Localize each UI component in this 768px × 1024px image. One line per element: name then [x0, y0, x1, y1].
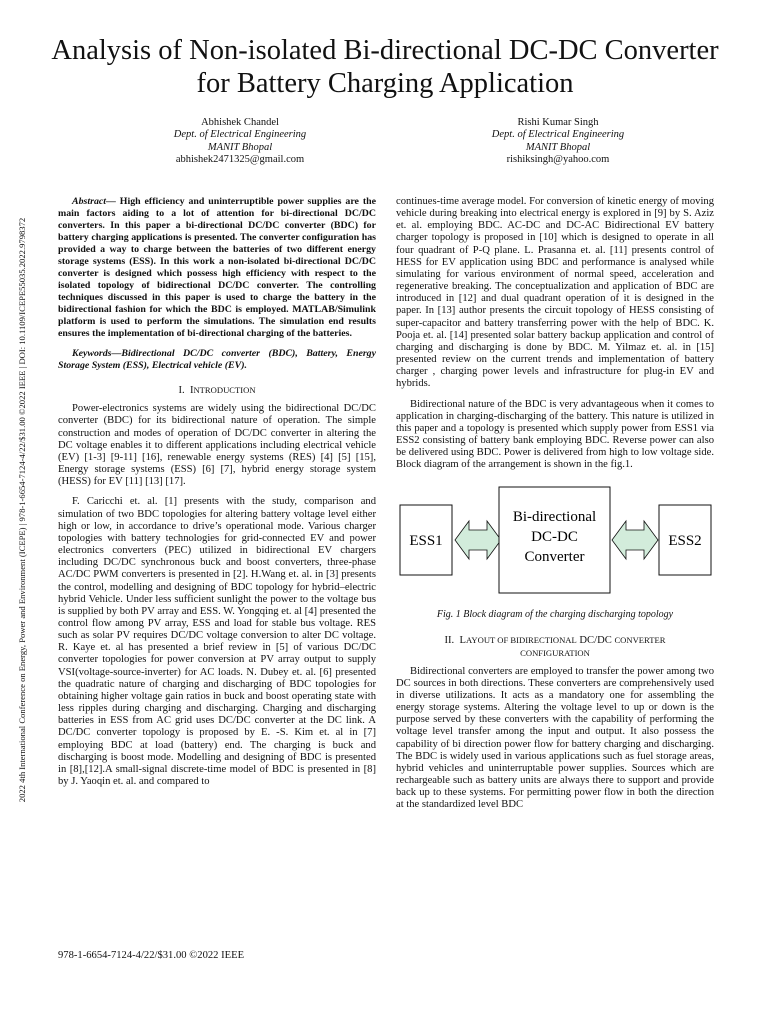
author-dept: Dept. of Electrical Engineering — [173, 129, 307, 141]
author-email: abhishek2471325@gmail.com — [175, 153, 305, 165]
keywords: Keywords—Bidirectional DC/DC converter (BDC), Battery, Energy Storage System (ESS), Electrical vehicle (EV). — [58, 348, 376, 372]
section-title-part: CONVERTER — [614, 634, 666, 645]
section-title-part: DC/DC — [579, 634, 612, 646]
intro-paragraph-2: F. Caricchi et. al. [1] presents with the study, comparison and simulation of two BDC topologies for altering battery voltage level either high or low, in accordance to drive’s operational mode. Various charger topologies with battery technologies for grid-connected EV and power electronics converters (PEC) utilized in bidirectional EV chargers including DC/DC synchronous buck and boost converters, three-phase AC/DC PWM converters is presented in [2]. H.Wang et. al. in [3] presents the control, modelling and designing of BDC topology for hybrid–electric hybrid Vehicle. Under less sufficient sunlight the power to the voltage bus is supplied by both PV array and ESS. W. Yongqing et. al [4] presented the control flow among PV array, ESS and load for stable bus voltage. RES such as solar PV requires DC/DC voltage conversion to alter DC voltage. R. Kaye et. al has presented a brief review in [5] of various DC/DC converter topologies for power conversion at PV array output to supply VSI(voltage-source-inverter) for AC loads. N. Dubey et. al. [6] presented the quadratic nature of charging and discharging of BDC topologies for obtaining higher voltage gain ratios in buck and boost operating state with less ripples during charging and discharging. Charging and discharging batteries in ESS from AC grid uses DC/DC converter at the DC link. A DC/DC converter topology is proposed by E. -S. Kim et. al in [7] employing BDC at load (battery) end. The charging is buck and discharging is boost mode. Modelling and designing of BDC is presented in [8],[12].A small-signal discrete-time model of BDC is presented in [8] by J. Yaoqin et. al. and compared to — [58, 496, 376, 787]
section-initial: I — [189, 385, 194, 397]
right-paragraph-2: Bidirectional nature of the BDC is very advantageous when it comes to application in charging-discharging of the battery. This nature is utilized in this paper and a topology is presented which supply power from ESS1 via ESS2 consisting of battery bank employing BDC. Reverse power can also be delivered using BDC. Power is delivered from high to low voltage side. Block diagram of the arrangement is shown in the fig.1. — [396, 398, 714, 471]
section-title-line-2: CONFIGURATION — [520, 647, 590, 658]
section-heading-layout — [396, 634, 714, 660]
paper-title: Analysis of Non-isolated Bi-directional DC-DC Converter for Battery Charging Application — [51, 35, 719, 99]
section-initial: L — [459, 634, 466, 646]
right-bidirectional-arrow — [612, 521, 658, 559]
left-bidirectional-arrow — [455, 521, 501, 559]
section-title-rest: NTRODUCTION — [193, 385, 256, 396]
ess1-label: ESS1 — [409, 533, 443, 550]
author-block-2 — [438, 117, 678, 166]
left-column — [58, 196, 376, 796]
ess2-label: ESS2 — [668, 533, 702, 550]
section-heading-introduction — [58, 384, 376, 397]
intro-paragraph-1: Power-electronics systems are widely using the bidirectional DC/DC converter (BDC) for its bidirectional nature of operation. The simple construction and modes of operation of DC/DC converter in altering the DC voltage enables it to different applications including electrical vehicle (EV) [1-3] [9-11] [16], renewable energy systems (RES) [4] [5] [15], Energy storage systems (ESS) [6] [7], hybrid energy storage system (HESS) for EV [11] [13] [17]. — [58, 403, 376, 488]
author-dept: Dept. of Electrical Engineering — [491, 129, 625, 141]
side-note-text: 2022 4th International Conference on Energy, Power and Environment (ICEPE) | 978-1-6654-7124-4/22/$31.00 ©2022 IEEE | DOI: 10.1109/ICEPE55035.2022.9798372 — [17, 217, 27, 803]
author-name: Rishi Kumar Singh — [517, 117, 599, 128]
converter-label-line-2: DC-DC — [531, 529, 578, 546]
converter-label-line-1: Bi-directional — [512, 509, 597, 526]
author-institution: MANIT Bhopal — [207, 141, 273, 153]
right-column — [396, 196, 714, 819]
block-diagram — [396, 485, 714, 605]
author-institution: MANIT Bhopal — [525, 141, 591, 153]
converter-label-line-3: Converter — [524, 549, 585, 566]
section-title-part: AYOUT OF BIDIRECTIONAL — [465, 634, 577, 645]
section-number: I. — [178, 385, 185, 397]
right-paragraph-3: Bidirectional converters are employed to transfer the power among two DC sources in both directions. These converters are comprehensively used in diverse utilizations. It acts as a mandatory one for assembling the energy storage systems. Altering the voltage level to up or down is the purpose served by these converters with the capability of performing the voltage level transfer among the input and output. It also possess the capability of bi direction power flow for battery charging and discharging. The BDC is widely used in various applications such as fuel storage areas, hybrid vehicles and uninterruptable power supplies. Sources which are rechargeable such as battery units are always there to support and provide back up to these systems. For permitting power flow in both the direction at the standardized level BDC — [396, 665, 714, 811]
page-footer: 978-1-6654-7124-4/22/$31.00 ©2022 IEEE — [58, 950, 245, 961]
right-paragraph-1: continues-time average model. For conversion of kinetic energy of moving vehicle during breaking into electrical energy is explored in [9] by S. Aziz et. al. employing BDC. AC-DC and DC-AC Bidirectional EV battery charger topology is proposed in [10] which is designed to operate in all four quadrant of P-Q plane. L. Prasanna et. al. [11] presents control of HESS for EV application using BDC and performance is analysed while simulating for various environment of normal speed, acceleration and regenerative breaking. The conceptualization and application of BDC are introduced in [12] and dual quadrant operation of it is designed in the paper. In [13] author presents the circuit topology of HESS consisting of super-capacitor and battery transferring power with the help of BDC. K. Pooja et. al. [14] presented solar battery backup application and control of charging and discharging is done by BDC. M. Yilmaz et. al. in [15] presented review on the current trends and implementation of battery charger , charging power levels and infrastructure for plug-in EV and hybrids. — [396, 196, 714, 390]
conference-side-note — [11, 180, 33, 840]
abstract-label: Abstract— — [72, 196, 116, 207]
author-name: Abhishek Chandel — [201, 117, 279, 128]
section-number: II. — [444, 634, 455, 646]
abstract-text: High efficiency and uninterruptible power supplies are the main factors aiding to a lot of attention for bi-directional DC/DC converters. In this paper a bi-directional DC/DC converter (BDC) for battery charging applications is presented. The converter configuration has provided a way to charge between the batteries of two different energy storage systems (ESS). In this work a non-isolated bi-directional DC/DC converter is designed which possess high efficiency with respect to the isolated topology of bidirectional DC/DC converter. The controlling techniques discussed in this paper is used to charge the battery in the bidirectional fashion for which the BDC is employed. MATLAB/Simulink platform is used to perform the simulations. The simulation end results ensures the implementation of bi-directional charging of the batteries. — [58, 196, 376, 339]
abstract — [58, 196, 376, 340]
block-diagram-svg — [396, 485, 714, 605]
author-block-1 — [120, 117, 360, 166]
author-email: rishiksingh@yahoo.com — [506, 153, 610, 165]
figure-caption: Fig. 1 Block diagram of the charging discharging topology — [436, 609, 674, 621]
